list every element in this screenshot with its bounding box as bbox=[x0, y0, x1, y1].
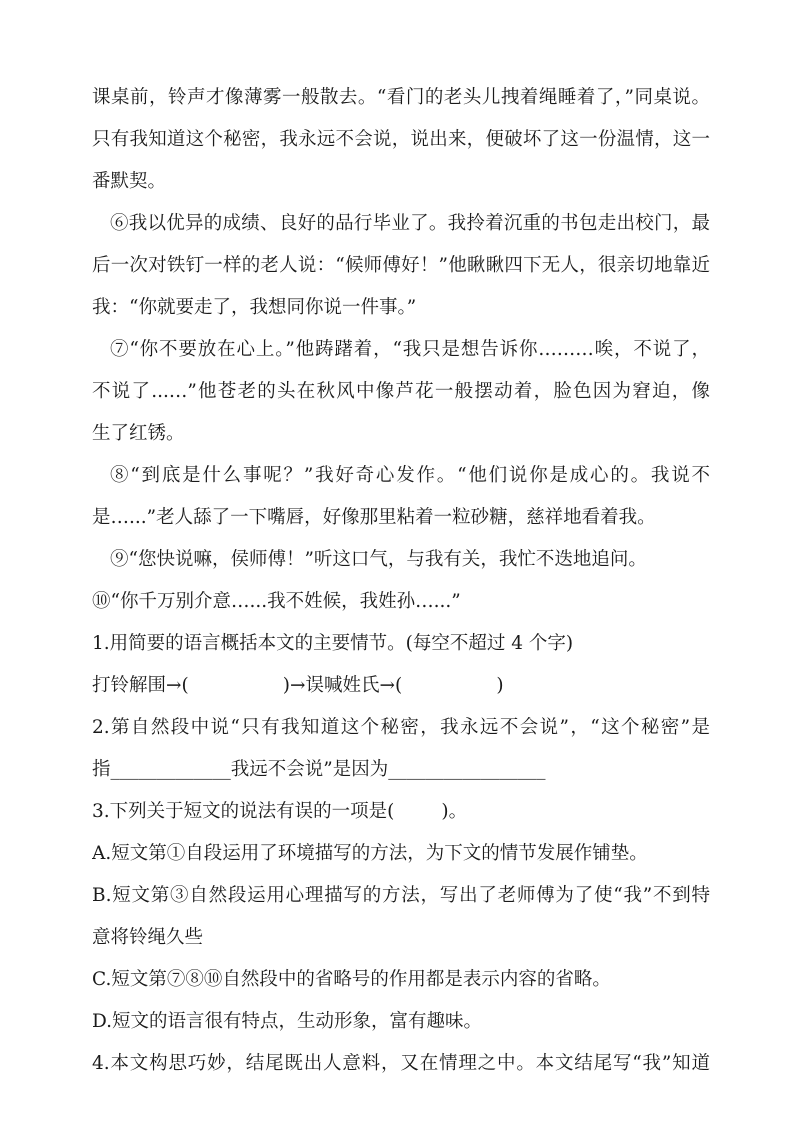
text-line: 番默契。 bbox=[92, 171, 167, 192]
question-1-answer-line[interactable]: 打铃解围→( )→误喊姓氏→( ) bbox=[92, 675, 504, 696]
paragraph-6-line: 我：“你就要走了，我想同你说一件事。” bbox=[92, 297, 417, 318]
question-4-stem: 4.本文构思巧妙，结尾既出人意料，又在情理之中。本文结尾写“我”知道 bbox=[92, 1053, 710, 1074]
question-3-stem: 3.下列关于短文的说法有误的一项是( )。 bbox=[92, 801, 468, 822]
paragraph-7-line: 不说了...…”他苍老的头在秋风中像芦花一般摆动着，脸色因为窘迫，像 bbox=[92, 381, 710, 402]
question-2-line: 2.第自然段中说“只有我知道这个秘密，我永远不会说”，“这个秘密”是 bbox=[92, 717, 710, 738]
paragraph-7-line: 生了红锈。 bbox=[92, 423, 185, 444]
paragraph-9: ⑨“您快说嘛，侯师傅！”听这口气，与我有关，我忙不迭地追问。 bbox=[110, 549, 647, 570]
paragraph-10: ⑩“你千万别介意…...我不姓候，我姓孙…...” bbox=[92, 591, 461, 612]
paragraph-8-line: 是…...”老人舔了一下嘴唇，好像那里粘着一粒砂糖，慈祥地看着我。 bbox=[92, 507, 656, 528]
question-2-answer-line[interactable]: 指_____________我远不会说”是因为_________________ bbox=[92, 759, 546, 780]
paragraph-7-line: ⑦“你不要放在心上。”他踌躇着，“我只是想告诉你………唉，不说了， bbox=[110, 339, 710, 360]
paragraph-6-line: 后一次对铁钉一样的老人说：“候师傅好！”他瞅瞅四下无人，很亲切地靠近 bbox=[92, 255, 710, 276]
question-3-option-d[interactable]: D.短文的语言很有特点，生动形象，富有趣味。 bbox=[92, 1011, 483, 1032]
question-3-option-b-cont: 意将铃绳久些 bbox=[92, 927, 204, 948]
paragraph-8-line: ⑧“到底是什么事呢？”我好奇心发作。“他们说你是成心的。我说不 bbox=[110, 465, 710, 486]
question-3-option-c[interactable]: C.短文第⑦⑧⑩自然段中的省略号的作用都是表示内容的省略。 bbox=[92, 969, 611, 990]
paragraph-6-line: ⑥我以优异的成绩、良好的品行毕业了。我拎着沉重的书包走出校门，最 bbox=[110, 213, 710, 234]
question-1-stem: 1.用简要的语言概括本文的主要情节。(每空不超过 4 个字) bbox=[92, 633, 574, 654]
question-3-option-b[interactable]: B.短文第③自然段运用心理描写的方法，写出了老师傅为了使“我”不到特 bbox=[92, 885, 710, 906]
text-line: 只有我知道这个秘密，我永远不会说，说出来，便破坏了这一份温情，这一 bbox=[92, 129, 710, 150]
text-line: 课桌前，铃声才像薄雾一般散去。“看门的老头儿拽着绳睡着了，”同桌说。 bbox=[92, 87, 710, 108]
question-3-option-a[interactable]: A.短文第①自段运用了环境描写的方法，为下文的情节发展作铺垫。 bbox=[92, 843, 648, 864]
